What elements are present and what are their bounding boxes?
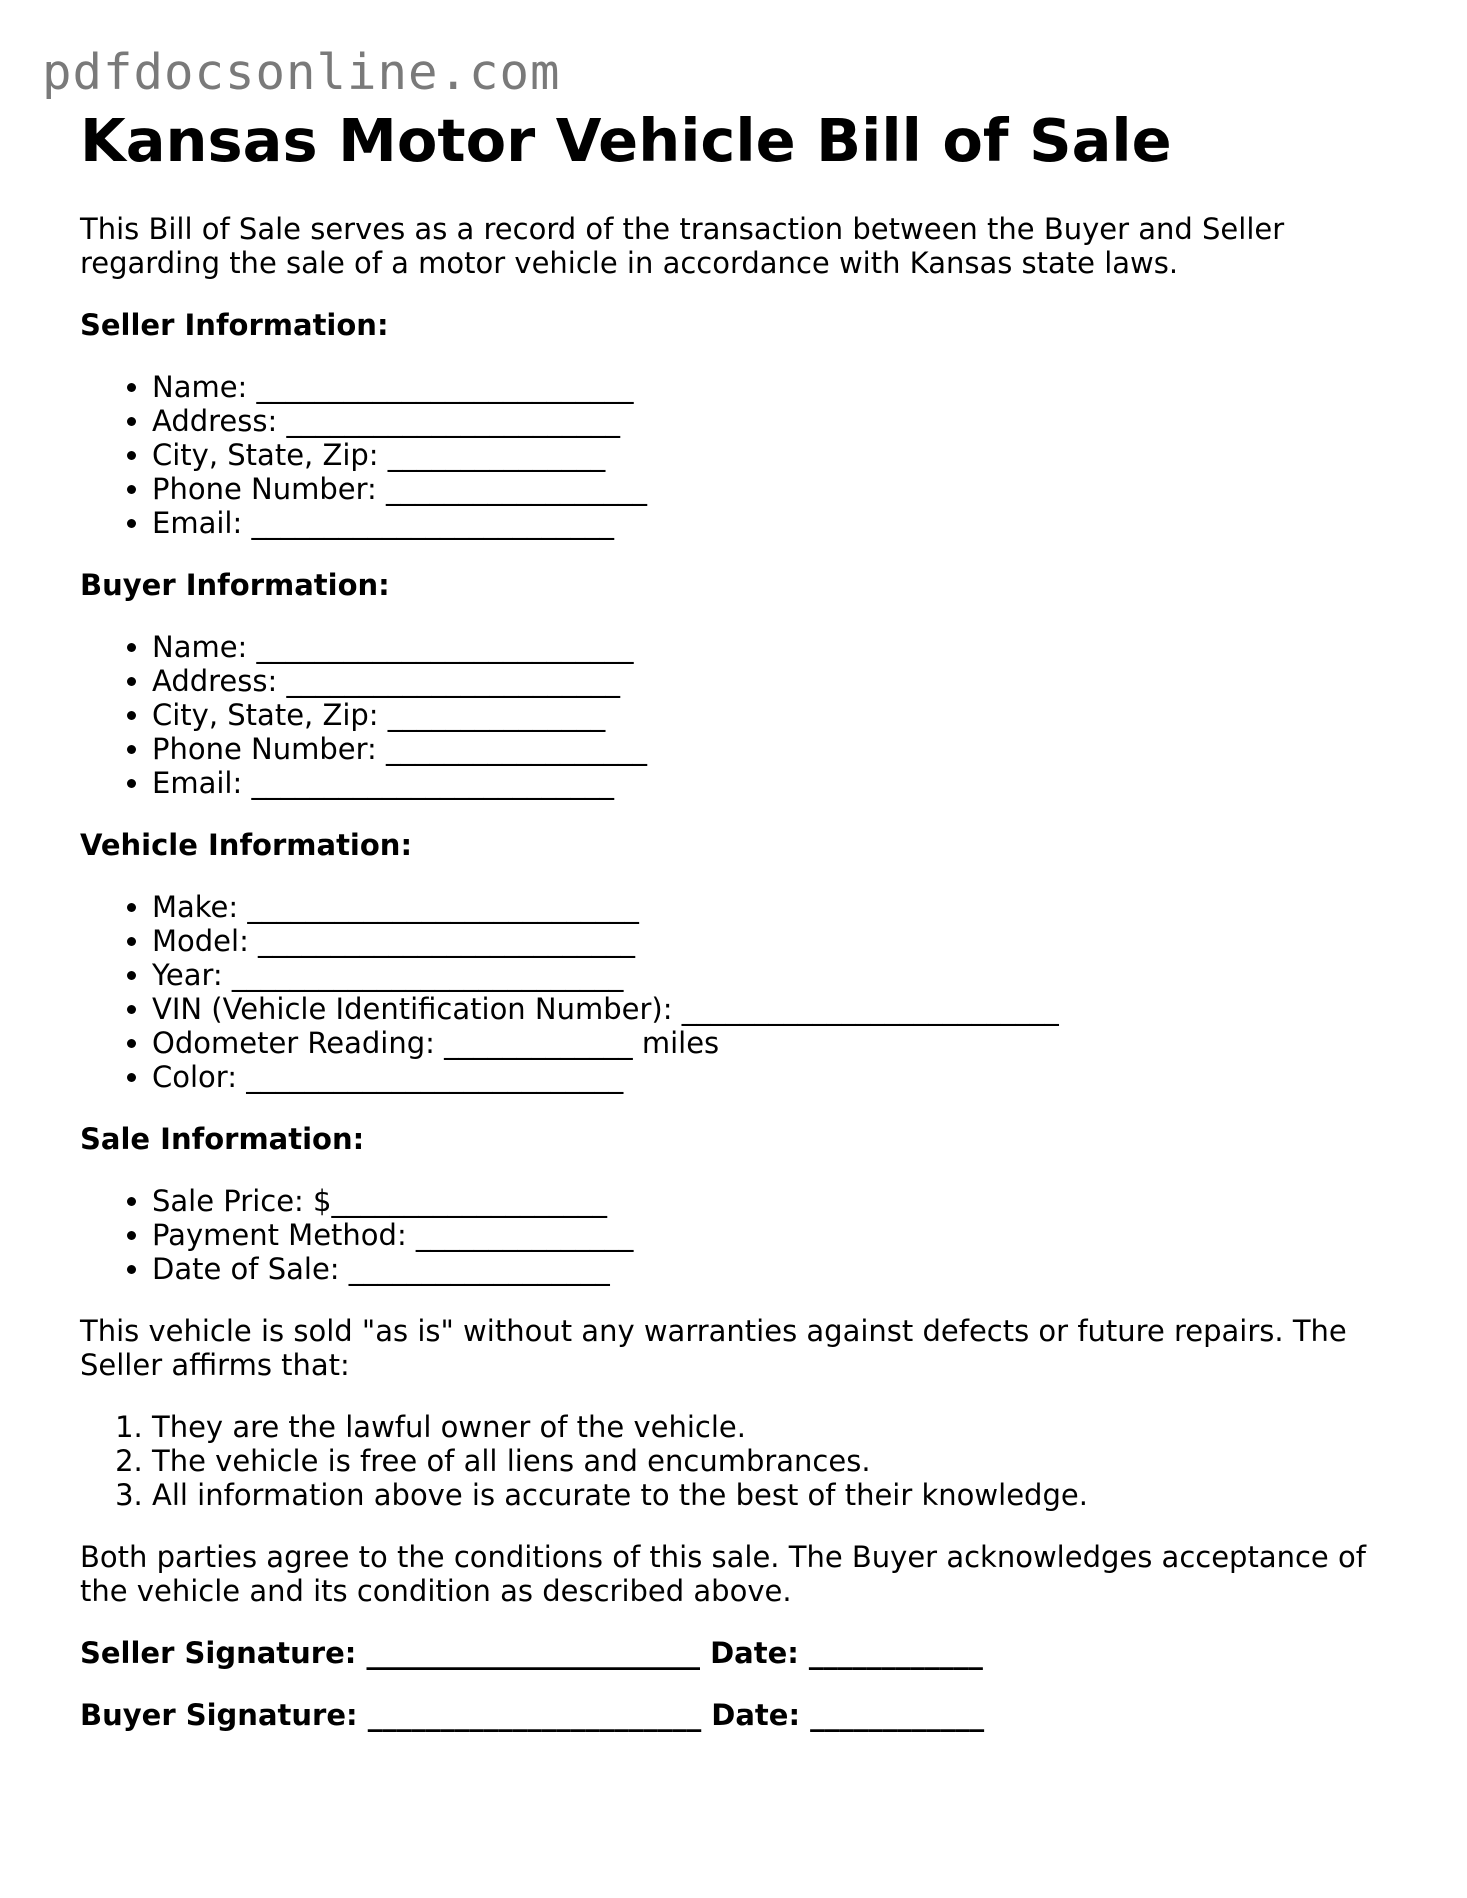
seller-phone-field: • Phone Number: __________________ [152, 472, 1380, 506]
buyer-signature-line: Buyer Signature: _______________________ Date: ____________ [80, 1698, 985, 1732]
buyer-city-state-zip-field: • City, State, Zip: _______________ [152, 698, 1380, 732]
document-page [80, 106, 1380, 1732]
affirmation-item: 3. All information above is accurate to the best of their knowledge. [152, 1478, 1380, 1512]
seller-signature-line: Seller Signature: _______________________ Date: ____________ [80, 1636, 983, 1670]
sale-section-heading: Sale Information: [80, 1122, 365, 1156]
buyer-email-field: • Email: _________________________ [152, 766, 1380, 800]
buyer-section-heading: Buyer Information: [80, 568, 390, 602]
sale-price-field: • Sale Price: $___________________ [152, 1184, 1380, 1218]
watermark: pdfdocsonline.com [42, 44, 561, 101]
seller-section-heading: Seller Information: [80, 308, 389, 342]
vehicle-section-heading: Vehicle Information: [80, 828, 413, 862]
vehicle-make-field: • Make: ___________________________ [152, 890, 1380, 924]
seller-fields-list [80, 370, 1380, 540]
vehicle-vin-field: • VIN (Vehicle Identification Number): __________________________ [152, 992, 1380, 1026]
seller-address-field: • Address: _______________________ [152, 404, 1380, 438]
sale-fields-list [80, 1184, 1380, 1286]
seller-email-field: • Email: _________________________ [152, 506, 1380, 540]
affirmation-item: 2. The vehicle is free of all liens and encumbrances. [152, 1444, 1380, 1478]
intro-paragraph: This Bill of Sale serves as a record of the transaction between the Buyer and Seller regarding the sale of a motor vehicle in accordance with Kansas state laws. [80, 212, 1285, 280]
seller-city-state-zip-field: • City, State, Zip: _______________ [152, 438, 1380, 472]
date-of-sale-field: • Date of Sale: __________________ [152, 1252, 1380, 1286]
buyer-name-field: • Name: __________________________ [152, 630, 1380, 664]
vehicle-color-field: • Color: __________________________ [152, 1060, 1380, 1094]
vehicle-odometer-field: • Odometer Reading: _____________ miles [152, 1026, 1380, 1060]
vehicle-year-field: • Year: ___________________________ [152, 958, 1380, 992]
vehicle-model-field: • Model: __________________________ [152, 924, 1380, 958]
vehicle-fields-list [80, 890, 1380, 1094]
buyer-fields-list [80, 630, 1380, 800]
seller-name-field: • Name: __________________________ [152, 370, 1380, 404]
as-is-paragraph: This vehicle is sold "as is" without any warranties against defects or future repairs. The Seller affirms that: [80, 1314, 1347, 1382]
buyer-phone-field: • Phone Number: __________________ [152, 732, 1380, 766]
document-title: Kansas Motor Vehicle Bill of Sale [80, 106, 1172, 175]
buyer-address-field: • Address: _______________________ [152, 664, 1380, 698]
affirmation-item: 1. They are the lawful owner of the vehicle. [152, 1410, 1380, 1444]
agreement-paragraph: Both parties agree to the conditions of this sale. The Buyer acknowledges acceptance of the vehicle and its condition as described above. [80, 1540, 1366, 1608]
payment-method-field: • Payment Method: _______________ [152, 1218, 1380, 1252]
affirmations-list [80, 1410, 1380, 1512]
